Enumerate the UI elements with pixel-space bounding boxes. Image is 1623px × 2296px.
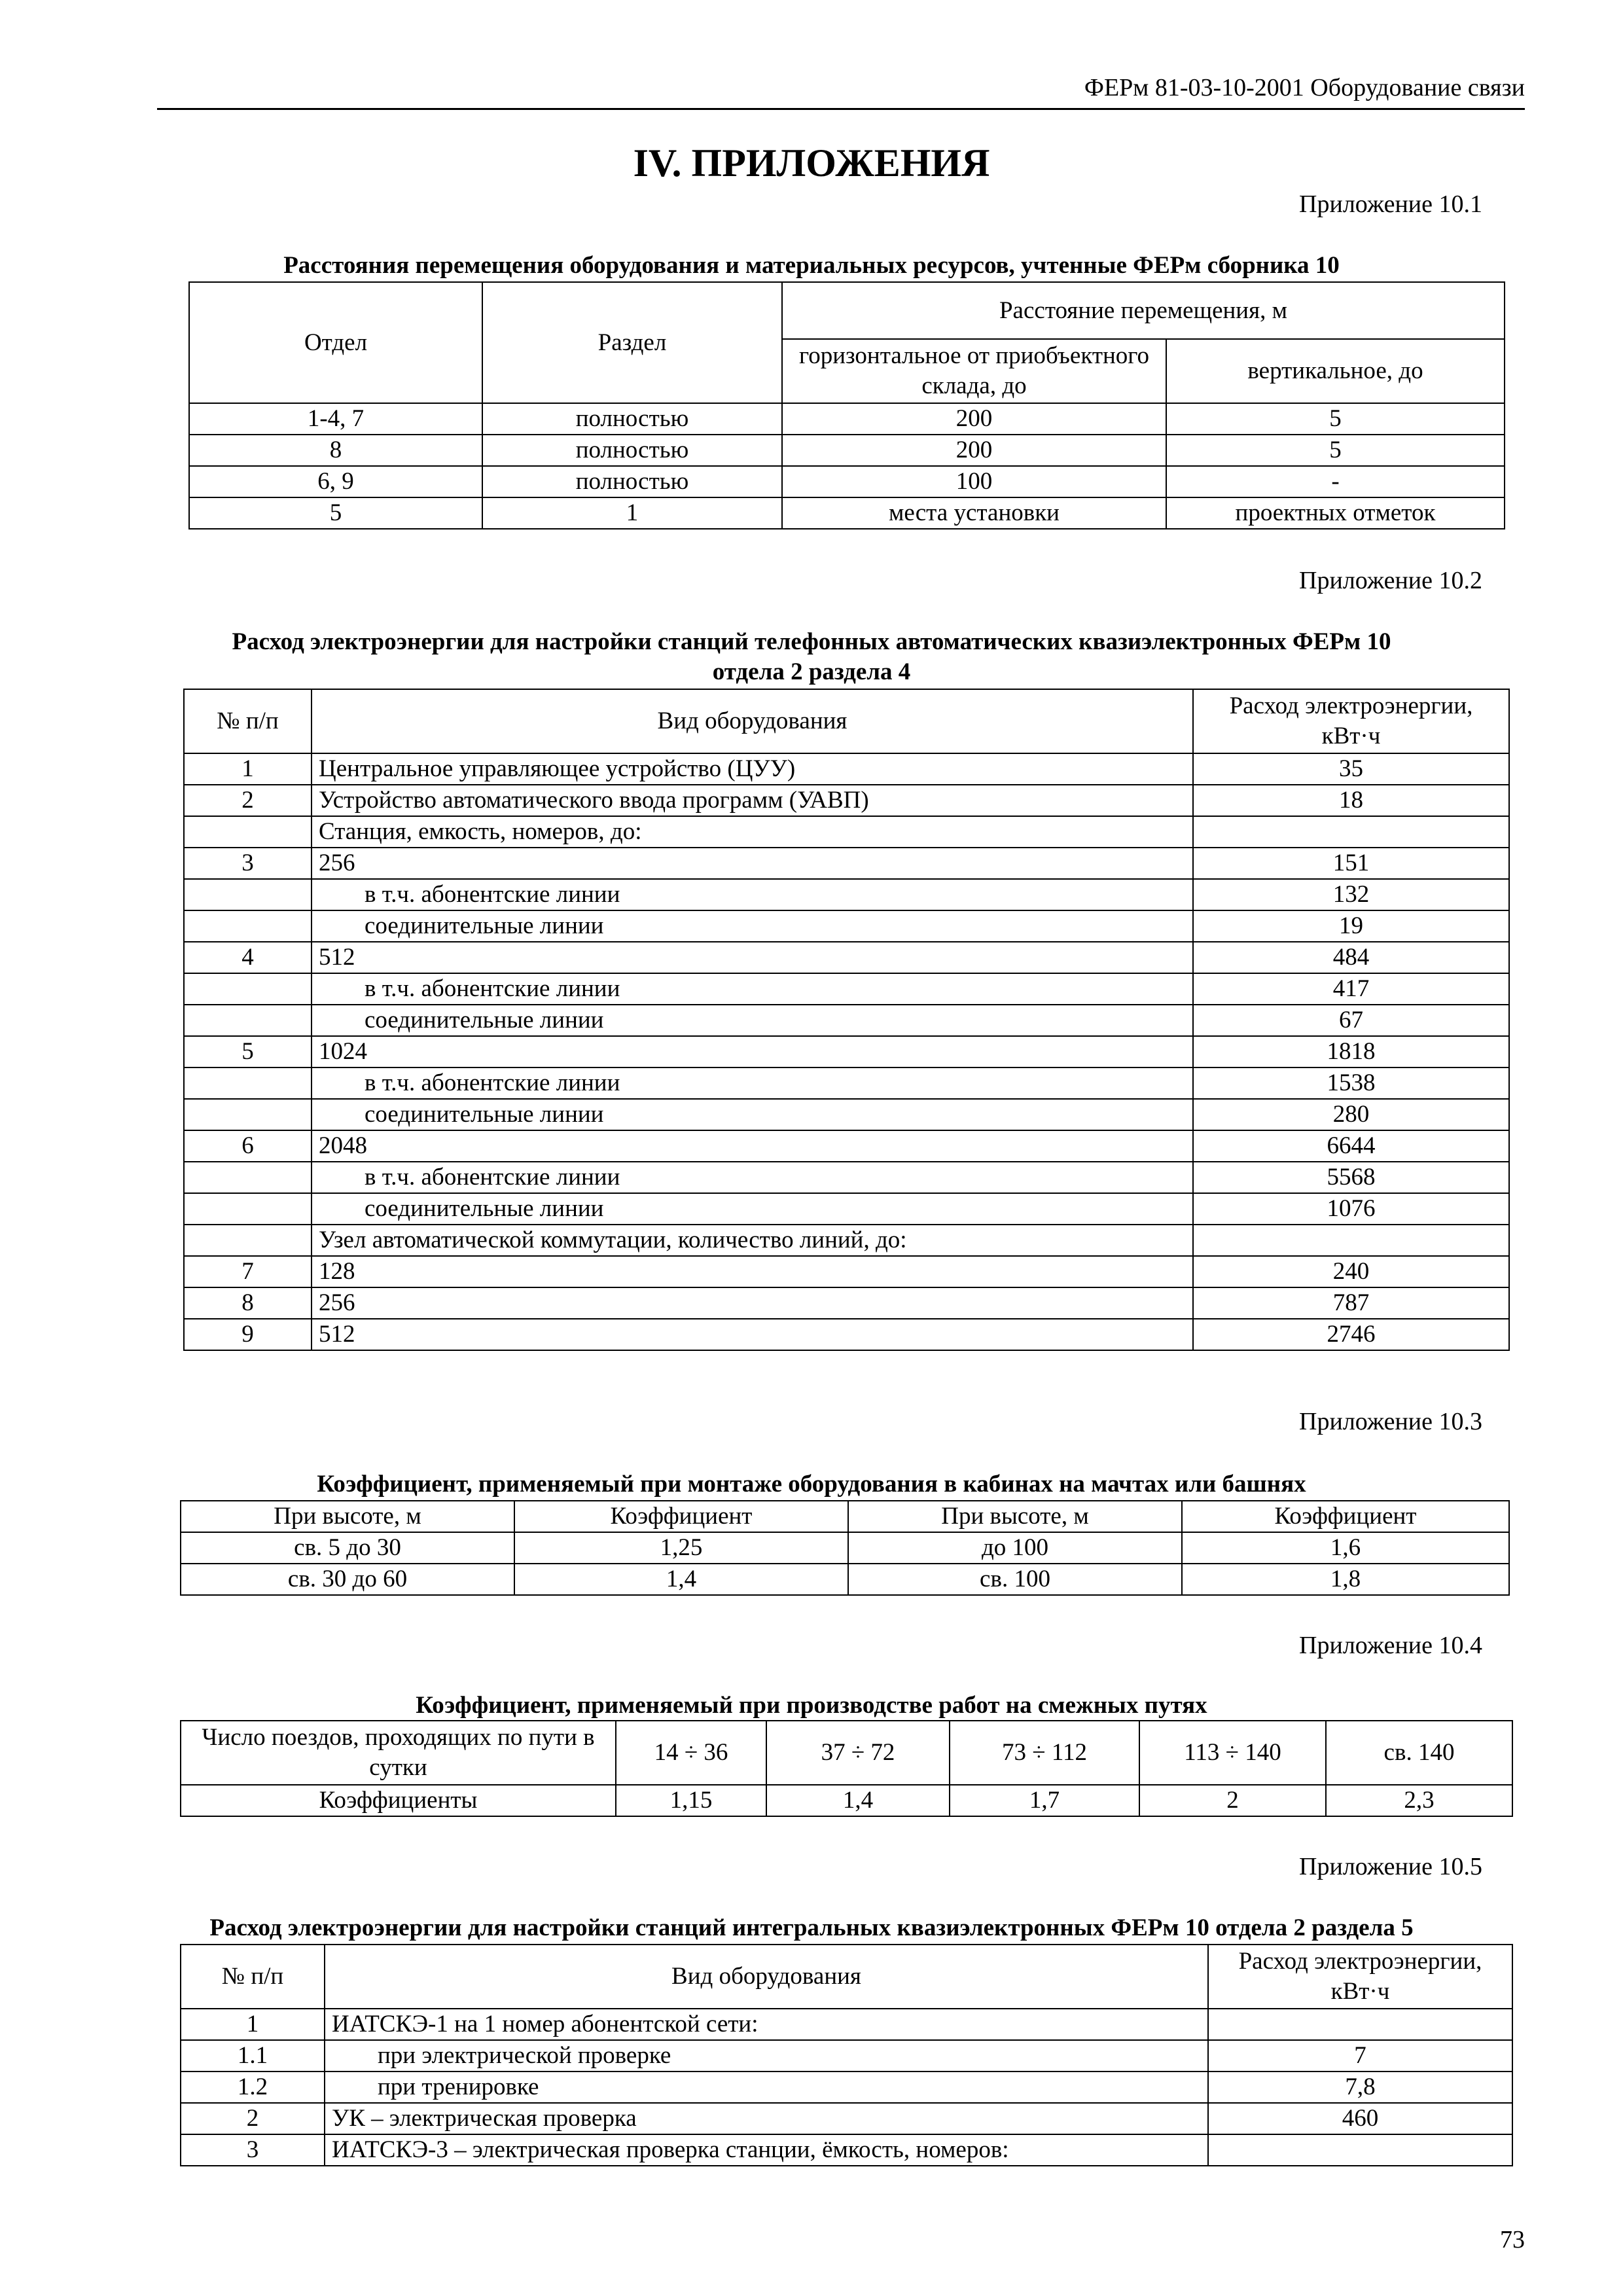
appendix-10-3-label: Приложение 10.3: [1299, 1408, 1482, 1435]
power-value: 151: [1193, 848, 1509, 879]
table-cell: проектных отметок: [1166, 497, 1505, 529]
table-cell: 1-4, 7: [189, 403, 482, 435]
table-row: [184, 1225, 1509, 1256]
table-row: [184, 753, 1509, 785]
equipment-name: УК – электрическая проверка: [325, 2103, 1208, 2134]
row-number: [184, 816, 312, 848]
equipment-name: в т.ч. абонентские линии: [312, 1162, 1193, 1193]
col-no: № п/п: [184, 689, 312, 753]
page-number: 73: [1500, 2226, 1525, 2253]
table-cell: 1,4: [514, 1564, 848, 1595]
row-number: [184, 1225, 312, 1256]
column-header: При высоте, м: [848, 1501, 1182, 1532]
power-value: 19: [1193, 910, 1509, 942]
power-value: 7: [1208, 2040, 1512, 2072]
track-coefficient-table: [180, 1720, 1513, 1817]
equipment-name: в т.ч. абонентские линии: [312, 973, 1193, 1005]
column-header: 73 ÷ 112: [950, 1721, 1139, 1785]
equipment-name: соединительные линии: [312, 1099, 1193, 1130]
power-value: 35: [1193, 753, 1509, 785]
col-section: Раздел: [482, 282, 782, 403]
row-number: 8: [184, 1287, 312, 1319]
table-cell: полностью: [482, 466, 782, 497]
table-row: [181, 1532, 1509, 1564]
equipment-name: 2048: [312, 1130, 1193, 1162]
running-header: ФЕРм 81-03-10-2001 Оборудование связи: [1084, 74, 1525, 101]
table-row: [189, 403, 1505, 435]
table-cell: места установки: [782, 497, 1166, 529]
table-cell: 5: [1166, 435, 1505, 466]
table-row: [189, 497, 1505, 529]
equipment-name: Центральное управляющее устройство (ЦУУ): [312, 753, 1193, 785]
row-number: 4: [184, 942, 312, 973]
table-row: [184, 1067, 1509, 1099]
table-cell: 1,6: [1182, 1532, 1509, 1564]
table-row: [181, 2072, 1512, 2103]
power-value: 6644: [1193, 1130, 1509, 1162]
power-value: 240: [1193, 1256, 1509, 1287]
table-cell: св. 30 до 60: [181, 1564, 514, 1595]
row-number: 2: [181, 2103, 325, 2134]
equipment-name: Узел автоматической коммутации, количество линий, до:: [312, 1225, 1193, 1256]
equipment-name: в т.ч. абонентские линии: [312, 1067, 1193, 1099]
table-row: [184, 816, 1509, 848]
row-number: 1: [184, 753, 312, 785]
appendix-10-2-caption-line1: Расход электроэнергии для настройки станций телефонных автоматических квазиэлектронных ФЕРм 10: [232, 628, 1391, 655]
table-row: [181, 2009, 1512, 2040]
table-cell: 6, 9: [189, 466, 482, 497]
table-row: [184, 1287, 1509, 1319]
station-power-table-body: [184, 753, 1509, 1350]
col-dept: Отдел: [189, 282, 482, 403]
equipment-name: 256: [312, 1287, 1193, 1319]
appendix-10-4-label: Приложение 10.4: [1299, 1632, 1482, 1659]
integral-station-power-table: [180, 1944, 1513, 2166]
table-row: [184, 973, 1509, 1005]
col-horizontal: горизонтальное от приобъектного склада, до: [782, 339, 1166, 403]
row-number: 6: [184, 1130, 312, 1162]
power-value: 2746: [1193, 1319, 1509, 1350]
row-number: 5: [184, 1036, 312, 1067]
table-row: [184, 1130, 1509, 1162]
equipment-name: 256: [312, 848, 1193, 879]
power-value: 484: [1193, 942, 1509, 973]
table-cell: 1,4: [766, 1785, 950, 1816]
power-value: 460: [1208, 2103, 1512, 2134]
power-value: 1076: [1193, 1193, 1509, 1225]
table-row: [184, 942, 1509, 973]
power-value: 787: [1193, 1287, 1509, 1319]
table-cell: до 100: [848, 1532, 1182, 1564]
col-vertical: вертикальное, до: [1166, 339, 1505, 403]
equipment-name: Станция, емкость, номеров, до:: [312, 816, 1193, 848]
col-power: Расход электроэнергии, кВт·ч: [1208, 1945, 1512, 2009]
appendix-10-2-caption-line2: отдела 2 раздела 4: [712, 658, 911, 685]
table-row: [184, 1256, 1509, 1287]
table-cell: св. 5 до 30: [181, 1532, 514, 1564]
table-row: [184, 1005, 1509, 1036]
power-value: 1818: [1193, 1036, 1509, 1067]
table-cell: св. 100: [848, 1564, 1182, 1595]
table-cell: 1: [482, 497, 782, 529]
height-coefficient-table: [180, 1500, 1510, 1596]
equipment-name: ИАТСКЭ-3 – электрическая проверка станции, ёмкость, номеров:: [325, 2134, 1208, 2166]
table-cell: 100: [782, 466, 1166, 497]
distance-table-body: [189, 403, 1505, 529]
column-header: При высоте, м: [181, 1501, 514, 1532]
equipment-name: 512: [312, 942, 1193, 973]
header-rule: [157, 108, 1525, 110]
table-row: [184, 910, 1509, 942]
table-row: [184, 1036, 1509, 1067]
row-number: 2: [184, 785, 312, 816]
table-cell: 1,15: [616, 1785, 766, 1816]
appendix-10-4-caption: Коэффициент, применяемый при производстве работ на смежных путях: [416, 1692, 1207, 1719]
row-number: 7: [184, 1256, 312, 1287]
row-number: 3: [184, 848, 312, 879]
table-cell: 1,8: [1182, 1564, 1509, 1595]
table-cell: 200: [782, 403, 1166, 435]
power-value: 1538: [1193, 1067, 1509, 1099]
table-row: [181, 1564, 1509, 1595]
equipment-name: 1024: [312, 1036, 1193, 1067]
power-value: 7,8: [1208, 2072, 1512, 2103]
table-cell: 1,25: [514, 1532, 848, 1564]
equipment-name: при электрической проверке: [325, 2040, 1208, 2072]
row-number: [184, 1193, 312, 1225]
table-row: [184, 1099, 1509, 1130]
row-number: 1.2: [181, 2072, 325, 2103]
col-no: № п/п: [181, 1945, 325, 2009]
row-number: [184, 1099, 312, 1130]
appendix-10-3-caption: Коэффициент, применяемый при монтаже оборудования в кабинах на мачтах или башнях: [317, 1471, 1306, 1498]
table-cell: -: [1166, 466, 1505, 497]
row-number: [184, 1067, 312, 1099]
table-cell: 8: [189, 435, 482, 466]
station-power-table: [183, 689, 1510, 1351]
height-coefficient-table-body: [181, 1532, 1509, 1595]
col-distance: Расстояние перемещения, м: [782, 282, 1505, 339]
table-row: [181, 1785, 1512, 1816]
appendix-10-1-label: Приложение 10.1: [1299, 190, 1482, 218]
table-cell: 200: [782, 435, 1166, 466]
equipment-name: соединительные линии: [312, 910, 1193, 942]
table-row: [181, 2134, 1512, 2166]
section-title: IV. ПРИЛОЖЕНИЯ: [633, 141, 990, 185]
appendix-10-5-caption: Расход электроэнергии для настройки станций интегральных квазиэлектронных ФЕРм 10 отдела 2 раздела 5: [209, 1914, 1414, 1941]
row-number: [184, 879, 312, 910]
column-header: Коэффициент: [514, 1501, 848, 1532]
power-value: [1208, 2009, 1512, 2040]
column-header: св. 140: [1326, 1721, 1512, 1785]
power-value: 5568: [1193, 1162, 1509, 1193]
col-type: Вид оборудования: [325, 1945, 1208, 2009]
row-number: [184, 1005, 312, 1036]
row-number: 9: [184, 1319, 312, 1350]
table-row: [189, 435, 1505, 466]
equipment-name: ИАТСКЭ-1 на 1 номер абонентской сети:: [325, 2009, 1208, 2040]
row-number: 1.1: [181, 2040, 325, 2072]
table-cell: 1,7: [950, 1785, 1139, 1816]
column-header: 37 ÷ 72: [766, 1721, 950, 1785]
column-header: 14 ÷ 36: [616, 1721, 766, 1785]
equipment-name: 128: [312, 1256, 1193, 1287]
col-power: Расход электроэнергии, кВт·ч: [1193, 689, 1509, 753]
appendix-10-2-label: Приложение 10.2: [1299, 567, 1482, 594]
equipment-name: при тренировке: [325, 2072, 1208, 2103]
power-value: [1193, 816, 1509, 848]
row-number: 1: [181, 2009, 325, 2040]
row-number: [184, 1162, 312, 1193]
row-number: [184, 910, 312, 942]
column-header: Коэффициент: [1182, 1501, 1509, 1532]
appendix-10-5-label: Приложение 10.5: [1299, 1853, 1482, 1880]
table-cell: 2,3: [1326, 1785, 1512, 1816]
power-value: 18: [1193, 785, 1509, 816]
row-number: 3: [181, 2134, 325, 2166]
table-row: [184, 1193, 1509, 1225]
table-row: [184, 1162, 1509, 1193]
table-cell: 5: [189, 497, 482, 529]
equipment-name: Устройство автоматического ввода программ (УАВП): [312, 785, 1193, 816]
table-cell: полностью: [482, 435, 782, 466]
column-header: Число поездов, проходящих по пути в сутки: [181, 1721, 616, 1785]
integral-station-power-table-body: [181, 2009, 1512, 2166]
appendix-10-1-caption: Расстояния перемещения оборудования и материальных ресурсов, учтенные ФЕРм сборника 10: [283, 252, 1340, 279]
table-row: [184, 879, 1509, 910]
power-value: 132: [1193, 879, 1509, 910]
equipment-name: соединительные линии: [312, 1193, 1193, 1225]
row-number: [184, 973, 312, 1005]
table-row: [189, 466, 1505, 497]
distance-table: [188, 281, 1505, 529]
power-value: [1193, 1225, 1509, 1256]
table-cell: 2: [1139, 1785, 1326, 1816]
col-type: Вид оборудования: [312, 689, 1193, 753]
power-value: 417: [1193, 973, 1509, 1005]
equipment-name: в т.ч. абонентские линии: [312, 879, 1193, 910]
table-row: [184, 848, 1509, 879]
power-value: 67: [1193, 1005, 1509, 1036]
power-value: [1208, 2134, 1512, 2166]
table-cell: Коэффициенты: [181, 1785, 616, 1816]
table-row: [181, 2103, 1512, 2134]
equipment-name: 512: [312, 1319, 1193, 1350]
column-header: 113 ÷ 140: [1139, 1721, 1326, 1785]
equipment-name: соединительные линии: [312, 1005, 1193, 1036]
table-row: [184, 785, 1509, 816]
power-value: 280: [1193, 1099, 1509, 1130]
table-row: [181, 2040, 1512, 2072]
table-cell: полностью: [482, 403, 782, 435]
table-row: [184, 1319, 1509, 1350]
table-cell: 5: [1166, 403, 1505, 435]
